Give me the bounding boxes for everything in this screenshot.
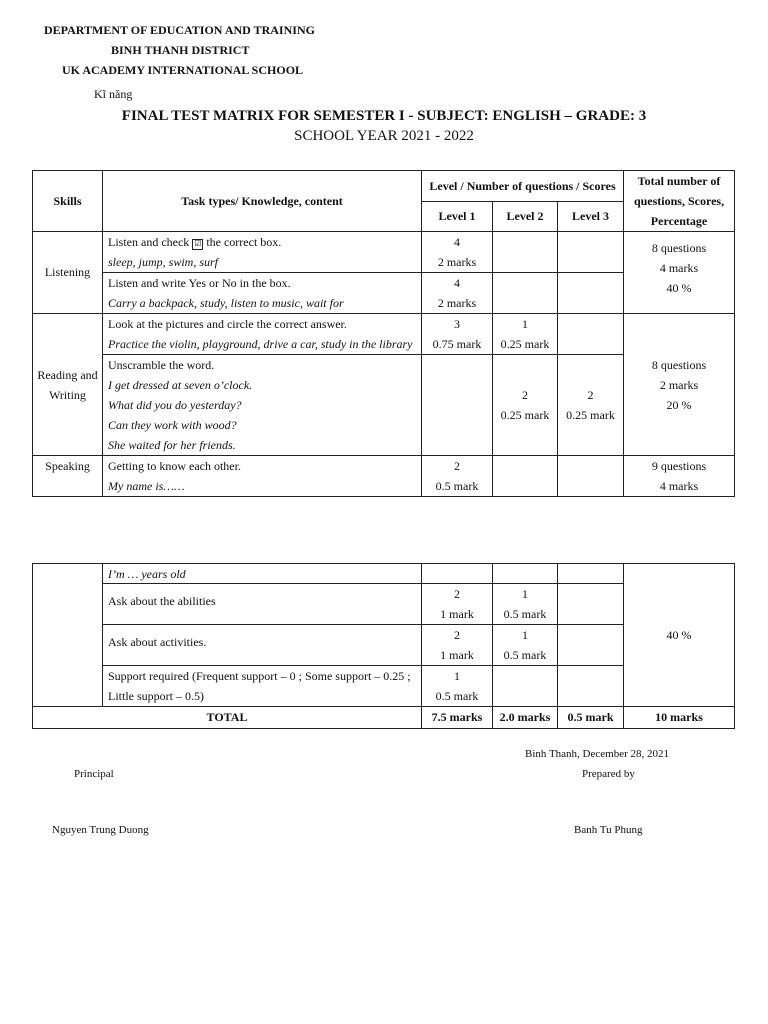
task-cell — [103, 625, 422, 666]
checkbox-icon: ☑ — [194, 239, 202, 248]
header-total-line2: questions, Scores, — [633, 194, 725, 208]
level1-cell — [422, 232, 493, 273]
total-level2: 2.0 marks — [493, 707, 558, 729]
score-value: 0.25 mark — [500, 408, 550, 422]
level3-cell — [558, 314, 624, 355]
document-title: FINAL TEST MATRIX FOR SEMESTER I - SUBJECT: ENGLISH – GRADE: 3 — [121, 108, 647, 124]
header-level1: Level 1 — [422, 202, 493, 232]
table-row — [33, 456, 735, 497]
question-count: 1 — [454, 669, 460, 683]
skill-reading-writing — [33, 314, 103, 456]
question-count: 4 — [454, 276, 460, 290]
score-value: 0.25 mark — [500, 337, 550, 351]
header-total-line3: Percentage — [650, 214, 708, 228]
header-level3: Level 3 — [558, 202, 624, 232]
level3-cell — [558, 273, 624, 314]
total-percentage: 20 % — [666, 397, 692, 412]
district-name: BINH THANH DISTRICT — [111, 43, 250, 57]
task-cell — [103, 355, 422, 456]
signature-date: Binh Thanh, December 28, 2021 — [525, 748, 669, 760]
table-row — [33, 564, 735, 584]
level2-cell — [493, 625, 558, 666]
question-count: 1 — [522, 587, 528, 601]
preparer-name: Banh Tu Phung — [574, 824, 643, 836]
level1-cell — [422, 666, 493, 707]
score-value: 0.5 mark — [503, 648, 547, 662]
header-level2: Level 2 — [493, 202, 558, 232]
task-cell — [103, 314, 422, 355]
task-cell — [103, 273, 422, 314]
school-name: UK ACADEMY INTERNATIONAL SCHOOL — [62, 63, 304, 77]
task-sentence: What did you do yesterday? — [108, 398, 242, 412]
question-count: 2 — [522, 388, 528, 402]
level2-cell — [493, 456, 558, 497]
listening-total — [624, 232, 735, 314]
total-all: 10 marks — [624, 707, 735, 729]
skill-listening: Listening — [33, 232, 103, 314]
level1-cell — [422, 584, 493, 625]
question-count: 1 — [522, 317, 528, 331]
task-text: Ask about activities. — [108, 635, 207, 649]
score-value: 0.5 mark — [503, 607, 547, 621]
task-text: Look at the pictures and circle the correct answer. — [108, 317, 347, 331]
header-level-group: Level / Number of questions / Scores — [422, 171, 624, 202]
score-value: 1 mark — [440, 648, 474, 662]
score-value: 1 mark — [440, 607, 474, 621]
question-count: 2 — [454, 628, 460, 642]
level3-cell — [558, 355, 624, 456]
question-count: 1 — [522, 628, 528, 642]
task-text: Getting to know each other. — [108, 459, 241, 473]
header-total-line1: Total number of — [637, 174, 721, 188]
skill-label: Speaking — [45, 459, 90, 473]
task-words: Carry a backpack, study, listen to music, wait for — [108, 296, 344, 310]
question-count: 2 — [587, 388, 594, 402]
department-name: DEPARTMENT OF EDUCATION AND TRAINING — [44, 23, 315, 37]
task-text: Listen and write Yes or No in the box. — [108, 276, 291, 290]
skill-label: Writing — [49, 387, 86, 402]
matrix-table-continued — [32, 563, 735, 729]
question-count: 4 — [454, 235, 460, 249]
task-words: sleep, jump, swim, surf — [108, 255, 219, 269]
task-cell — [103, 584, 422, 625]
level3-cell — [558, 584, 624, 625]
task-text: Ask about the abilities — [108, 594, 216, 608]
level2-cell — [493, 666, 558, 707]
level1-cell — [422, 564, 493, 584]
level3-cell — [558, 666, 624, 707]
level3-cell — [558, 564, 624, 584]
level2-cell — [493, 355, 558, 456]
principal-label: Principal — [74, 768, 114, 780]
reading-total — [624, 314, 735, 456]
total-score: 4 marks — [659, 261, 699, 275]
score-value: 2 marks — [437, 296, 477, 310]
task-words: My name is…… — [108, 479, 185, 493]
document-subtitle: SCHOOL YEAR 2021 - 2022 — [294, 128, 474, 144]
note-text: Kĩ năng — [94, 87, 133, 101]
level1-cell — [422, 456, 493, 497]
level3-cell — [558, 625, 624, 666]
level2-cell — [493, 314, 558, 355]
total-score: 2 marks — [659, 377, 699, 392]
level2-cell — [493, 232, 558, 273]
score-value: 0.5 mark — [435, 479, 479, 493]
task-text: Little support – 0.5) — [108, 689, 204, 703]
level3-cell — [558, 232, 624, 273]
task-cell — [103, 232, 422, 273]
speaking-total — [624, 456, 735, 497]
task-text: Unscramble the word. — [108, 358, 215, 372]
level2-cell — [493, 273, 558, 314]
task-words: Practice the violin, playground, drive a car, study in the library — [108, 337, 413, 351]
task-text: the correct box. — [206, 235, 282, 249]
table-row — [33, 314, 735, 355]
level1-cell — [422, 273, 493, 314]
score-value: 0.75 mark — [432, 337, 482, 351]
header-skills: Skills — [33, 171, 103, 232]
total-questions: 9 questions — [651, 459, 707, 473]
total-percentage: 40 % — [666, 281, 692, 295]
level1-cell — [422, 314, 493, 355]
task-sentence: Can they work with wood? — [108, 418, 237, 432]
level3-cell — [558, 456, 624, 497]
task-text: Listen and check — [108, 235, 190, 249]
level2-cell — [493, 584, 558, 625]
total-row — [33, 707, 735, 729]
total-level3: 0.5 mark — [558, 707, 624, 729]
total-questions: 8 questions — [651, 357, 707, 372]
prepared-by-label: Prepared by — [582, 768, 635, 780]
skill-label: Reading and — [37, 367, 98, 382]
speaking-percentage: 40 % — [624, 564, 735, 707]
level2-cell — [493, 564, 558, 584]
question-count: 2 — [454, 459, 460, 473]
skill-speaking — [33, 456, 103, 497]
task-words: I’m … years old — [103, 564, 422, 584]
total-questions: 8 questions — [651, 241, 707, 255]
task-sentence: She waited for her friends. — [108, 438, 236, 452]
matrix-table — [32, 170, 735, 497]
skill-speaking-continued — [33, 564, 103, 707]
header-task: Task types/ Knowledge, content — [103, 171, 422, 232]
score-value: 0.5 mark — [435, 689, 479, 703]
task-text: Support required (Frequent support – 0 ; Some support – 0.25 ; — [108, 669, 411, 683]
total-score: 4 marks — [659, 479, 699, 493]
table-row — [33, 232, 735, 273]
score-value: 2 marks — [437, 255, 477, 269]
task-cell — [103, 666, 422, 707]
level1-cell — [422, 355, 493, 456]
header-total — [624, 171, 735, 232]
question-count: 2 — [454, 587, 460, 601]
total-label: TOTAL — [33, 707, 422, 729]
task-cell — [103, 456, 422, 497]
total-level1: 7.5 marks — [422, 707, 493, 729]
principal-name: Nguyen Trung Duong — [52, 824, 149, 836]
level1-cell — [422, 625, 493, 666]
score-value: 0.25 mark — [566, 408, 615, 422]
task-sentence: I get dressed at seven o’clock. — [108, 378, 253, 392]
question-count: 3 — [454, 317, 460, 331]
